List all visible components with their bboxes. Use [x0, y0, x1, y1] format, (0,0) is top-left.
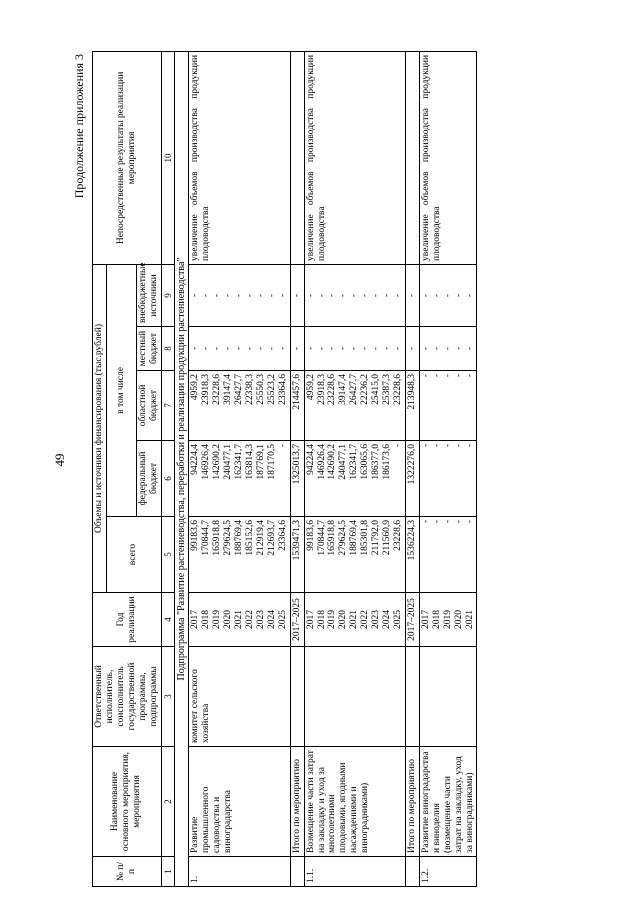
header-executor: Ответственный исполнитель, соисполнитель государственной программы, подпрограммы	[93, 647, 162, 747]
cell-value: -	[453, 374, 464, 378]
cell-value: 279624,5	[338, 520, 349, 556]
cell-value: 212919,4	[255, 520, 266, 556]
summary-row	[405, 51, 419, 886]
cell-value: -	[190, 346, 201, 351]
cell-value: -	[431, 520, 442, 524]
cell-value: 163065,6	[360, 444, 371, 480]
summary-total: 1536224,3	[405, 517, 419, 593]
cell-value: -	[382, 346, 393, 351]
cell-value: 39147,4	[338, 374, 349, 405]
column-number: 3	[161, 647, 174, 747]
cell-value: 211560,9	[382, 520, 393, 556]
years-cell	[419, 593, 477, 647]
cell-value: -	[464, 293, 475, 298]
cell-value: 185152,6	[244, 520, 255, 556]
cell-value: 2025	[392, 610, 403, 629]
cell-value: -	[464, 444, 475, 448]
cell-value: 165918,8	[327, 520, 338, 556]
cell-value: -	[201, 293, 212, 298]
header-regional: областной бюджет	[136, 371, 161, 441]
cell-value: -	[349, 346, 360, 351]
summary-local: -	[290, 327, 304, 371]
cell-value: 142690,2	[212, 444, 223, 480]
cell-value: 23228,6	[327, 374, 338, 405]
header-name: Наименование основного мероприятия, мероприятия	[93, 747, 162, 857]
cell-value: 23918,3	[316, 374, 327, 405]
cell-value: -	[201, 346, 212, 351]
page-number: 49	[52, 453, 67, 467]
cell-value: 25415,0	[371, 374, 382, 405]
cell-value: 39147,4	[223, 374, 234, 405]
cell-value: -	[360, 293, 371, 298]
extra-cell	[419, 264, 477, 326]
cell-value: -	[212, 293, 223, 298]
cell-value: 186377,0	[371, 444, 382, 480]
cell-value: 240477,1	[338, 444, 349, 480]
cell-value: 188769,4	[234, 520, 245, 556]
cell-value: 2021	[234, 610, 245, 629]
cell-value: 94224,4	[305, 444, 316, 475]
header-finance: Объемы и источники финансирования (тыс.рублей)	[93, 264, 107, 592]
cell-value: 2023	[371, 610, 382, 629]
local-cell	[419, 327, 477, 371]
cell-value: -	[442, 444, 453, 448]
column-number: 1	[161, 857, 174, 887]
cell-value: 142690,2	[327, 444, 338, 480]
cell-value: 2020	[223, 610, 234, 629]
cell-value: -	[190, 293, 201, 298]
summary-years: 2017–2025	[290, 593, 304, 647]
measure-name: Развитие промышленного садоводства и виноградарства	[189, 747, 290, 857]
header-incl: в том числе	[106, 264, 136, 516]
cell-value: -	[244, 346, 255, 351]
summary-federal: 1325013,7	[290, 441, 304, 517]
cell-value: -	[464, 346, 475, 351]
total-cell	[304, 517, 405, 593]
cell-value: 4959,2	[305, 374, 316, 401]
summary-regional: 214457,6	[290, 371, 304, 441]
cell-value: 99183,6	[190, 520, 201, 551]
cell-value: 163814,3	[244, 444, 255, 480]
cell-value: -	[316, 293, 327, 298]
cell-value: 25550,3	[255, 374, 266, 405]
cell-value: -	[420, 520, 431, 524]
cell-value: -	[453, 346, 464, 351]
federal-cell	[419, 441, 477, 517]
cell-value: -	[223, 346, 234, 351]
cell-value: 2017	[420, 610, 431, 629]
column-number: 10	[161, 51, 174, 264]
extra-cell	[304, 264, 405, 326]
subprogram-title: Подпрограмма "Развитие растениеводства, переработки и реализации продукции растениеводства"	[174, 51, 189, 886]
cell-value: -	[266, 293, 277, 298]
cell-value: 2020	[453, 610, 464, 629]
cell-value: 23228,6	[392, 520, 403, 551]
cell-value: -	[244, 293, 255, 298]
header-local: местный бюджет	[136, 327, 161, 371]
cell-value: 2019	[442, 610, 453, 629]
summary-label: Итого по мероприятию	[290, 747, 304, 857]
cell-value: 2024	[382, 610, 393, 629]
cell-value: -	[338, 293, 349, 298]
cell-value: 22236,2	[360, 374, 371, 405]
cell-value: -	[371, 346, 382, 351]
cell-value: 2018	[431, 610, 442, 629]
total-cell	[419, 517, 477, 593]
table-row	[419, 51, 477, 886]
summary-federal: 1322276,0	[405, 441, 419, 517]
cell-value: -	[431, 444, 442, 448]
cell-value: -	[360, 346, 371, 351]
row-number: 1.1.	[304, 857, 405, 887]
cell-value: 2021	[464, 610, 475, 629]
cell-value: -	[255, 346, 266, 351]
header-extra: внебюджетные источники	[136, 264, 161, 326]
executor-cell	[304, 647, 405, 747]
cell-value: -	[212, 346, 223, 351]
cell-value: -	[464, 374, 475, 378]
cell-value: -	[316, 346, 327, 351]
cell-value: 22338,3	[244, 374, 255, 405]
cell-value: 23364,6	[277, 374, 288, 405]
header-results: Непосредственные результаты реализации мероприятия	[93, 51, 162, 264]
cell-value: -	[255, 293, 266, 298]
cell-value: -	[305, 293, 316, 298]
executor-cell	[419, 647, 477, 747]
cell-value: 170844,7	[201, 520, 212, 556]
cell-value: -	[453, 293, 464, 298]
cell-value: -	[277, 293, 288, 298]
cell-value: 23228,6	[212, 374, 223, 405]
cell-value: 212693,7	[266, 520, 277, 556]
summary-extra: -	[290, 264, 304, 326]
cell-value: 279624,5	[223, 520, 234, 556]
cell-value: 2018	[201, 610, 212, 629]
cell-value: -	[392, 346, 403, 351]
summary-total: 1539471,3	[290, 517, 304, 593]
cell-value: -	[234, 346, 245, 351]
appendix-continuation-note: Продолжение приложения 3	[72, 54, 86, 199]
cell-value: 187170,5	[266, 444, 277, 480]
summary-local: -	[405, 327, 419, 371]
cell-value: -	[431, 374, 442, 378]
cell-value: 4959,2	[190, 374, 201, 401]
cell-value: 25387,3	[382, 374, 393, 405]
column-number: 4	[161, 593, 174, 647]
federal-cell	[189, 441, 290, 517]
local-cell	[304, 327, 405, 371]
result-cell: увеличение объемов производства продукции плодоводства	[304, 51, 405, 264]
cell-value: -	[442, 346, 453, 351]
cell-value: -	[442, 374, 453, 378]
cell-value: -	[420, 293, 431, 298]
executor-cell: комитет сельского хозяйства	[189, 647, 290, 747]
cell-value: 23364,6	[277, 520, 288, 551]
cell-value: 165918,8	[212, 520, 223, 556]
cell-value: 23918,3	[201, 374, 212, 405]
column-number: 5	[161, 517, 174, 593]
result-cell: увеличение объемов производства продукции плодоводства	[419, 51, 477, 264]
measure-name: Развитие виноградарства и виноделия (возмещение части затрат на закладку, уход за виноградниками)	[419, 747, 477, 857]
regional-cell	[419, 371, 477, 441]
cell-value: 2022	[244, 610, 255, 629]
extra-cell	[189, 264, 290, 326]
summary-row	[290, 51, 304, 886]
cell-value: -	[327, 346, 338, 351]
cell-value: 162341,7	[349, 444, 360, 480]
cell-value: 2019	[327, 610, 338, 629]
summary-extra: -	[405, 264, 419, 326]
cell-value: 185301,8	[360, 520, 371, 556]
cell-value: -	[392, 444, 403, 448]
cell-value: -	[277, 346, 288, 351]
cell-value: -	[420, 346, 431, 351]
cell-value: 2025	[277, 610, 288, 629]
cell-value: 211792,0	[371, 520, 382, 556]
row-number: 1.2.	[419, 857, 477, 887]
financing-table	[92, 51, 477, 887]
cell-value: -	[442, 520, 453, 524]
cell-value: 2023	[255, 610, 266, 629]
cell-value: -	[453, 520, 464, 524]
cell-value: 188769,4	[349, 520, 360, 556]
cell-value: -	[371, 293, 382, 298]
row-number: 1.	[189, 857, 290, 887]
cell-value: 2021	[349, 610, 360, 629]
cell-value: 162341,7	[234, 444, 245, 480]
table-row	[189, 51, 290, 886]
cell-value: 2022	[360, 610, 371, 629]
cell-value: 170844,7	[316, 520, 327, 556]
header-federal: федеральный бюджет	[136, 441, 161, 517]
cell-value: -	[349, 293, 360, 298]
cell-value: 23228,6	[392, 374, 403, 405]
local-cell	[189, 327, 290, 371]
header-year: Год реализации	[93, 593, 162, 647]
measure-name: Возмещение части затрат на закладку и уход за многолетними плодовыми, ягодными насаждениями и виноградниками)	[304, 747, 405, 857]
cell-value: 2019	[212, 610, 223, 629]
cell-value: 2020	[338, 610, 349, 629]
cell-value: 25523,2	[266, 374, 277, 405]
cell-value: -	[234, 293, 245, 298]
cell-value: -	[453, 444, 464, 448]
cell-value: 26427,7	[349, 374, 360, 405]
summary-label: Итого по мероприятию	[405, 747, 419, 857]
summary-years: 2017–2025	[405, 593, 419, 647]
cell-value: 94224,4	[190, 444, 201, 475]
column-number: 2	[161, 747, 174, 857]
cell-value: -	[420, 444, 431, 448]
cell-value: -	[382, 293, 393, 298]
rotated-page-content	[70, 52, 630, 887]
column-number: 9	[161, 264, 174, 326]
column-number: 7	[161, 371, 174, 441]
cell-value: 99183,6	[305, 520, 316, 551]
cell-value: 2017	[190, 610, 201, 629]
cell-value: 2017	[305, 610, 316, 629]
summary-regional: 213948,3	[405, 371, 419, 441]
cell-value: -	[392, 293, 403, 298]
column-number: 8	[161, 327, 174, 371]
years-cell	[304, 593, 405, 647]
cell-value: -	[431, 293, 442, 298]
cell-value: 146926,4	[201, 444, 212, 480]
cell-value: 2024	[266, 610, 277, 629]
cell-value: 2018	[316, 610, 327, 629]
cell-value: -	[338, 346, 349, 351]
cell-value: -	[223, 293, 234, 298]
regional-cell	[189, 371, 290, 441]
cell-value: 26427,7	[234, 374, 245, 405]
header-total: всего	[106, 517, 161, 593]
cell-value: 187769,1	[255, 444, 266, 480]
cell-value: 186173,6	[382, 444, 393, 480]
table-row	[304, 51, 405, 886]
cell-value: -	[305, 346, 316, 351]
cell-value: 146926,4	[316, 444, 327, 480]
total-cell	[189, 517, 290, 593]
cell-value: -	[420, 374, 431, 378]
years-cell	[189, 593, 290, 647]
cell-value: 240477,1	[223, 444, 234, 480]
federal-cell	[304, 441, 405, 517]
result-cell: увеличение объемов производства продукции плодоводства	[189, 51, 290, 264]
cell-value: -	[266, 346, 277, 351]
cell-value: -	[442, 293, 453, 298]
cell-value: -	[327, 293, 338, 298]
cell-value: -	[464, 520, 475, 524]
cell-value: -	[431, 346, 442, 351]
regional-cell	[304, 371, 405, 441]
header-num: № п/п	[93, 857, 162, 887]
cell-value: -	[277, 444, 288, 448]
column-number: 6	[161, 441, 174, 517]
